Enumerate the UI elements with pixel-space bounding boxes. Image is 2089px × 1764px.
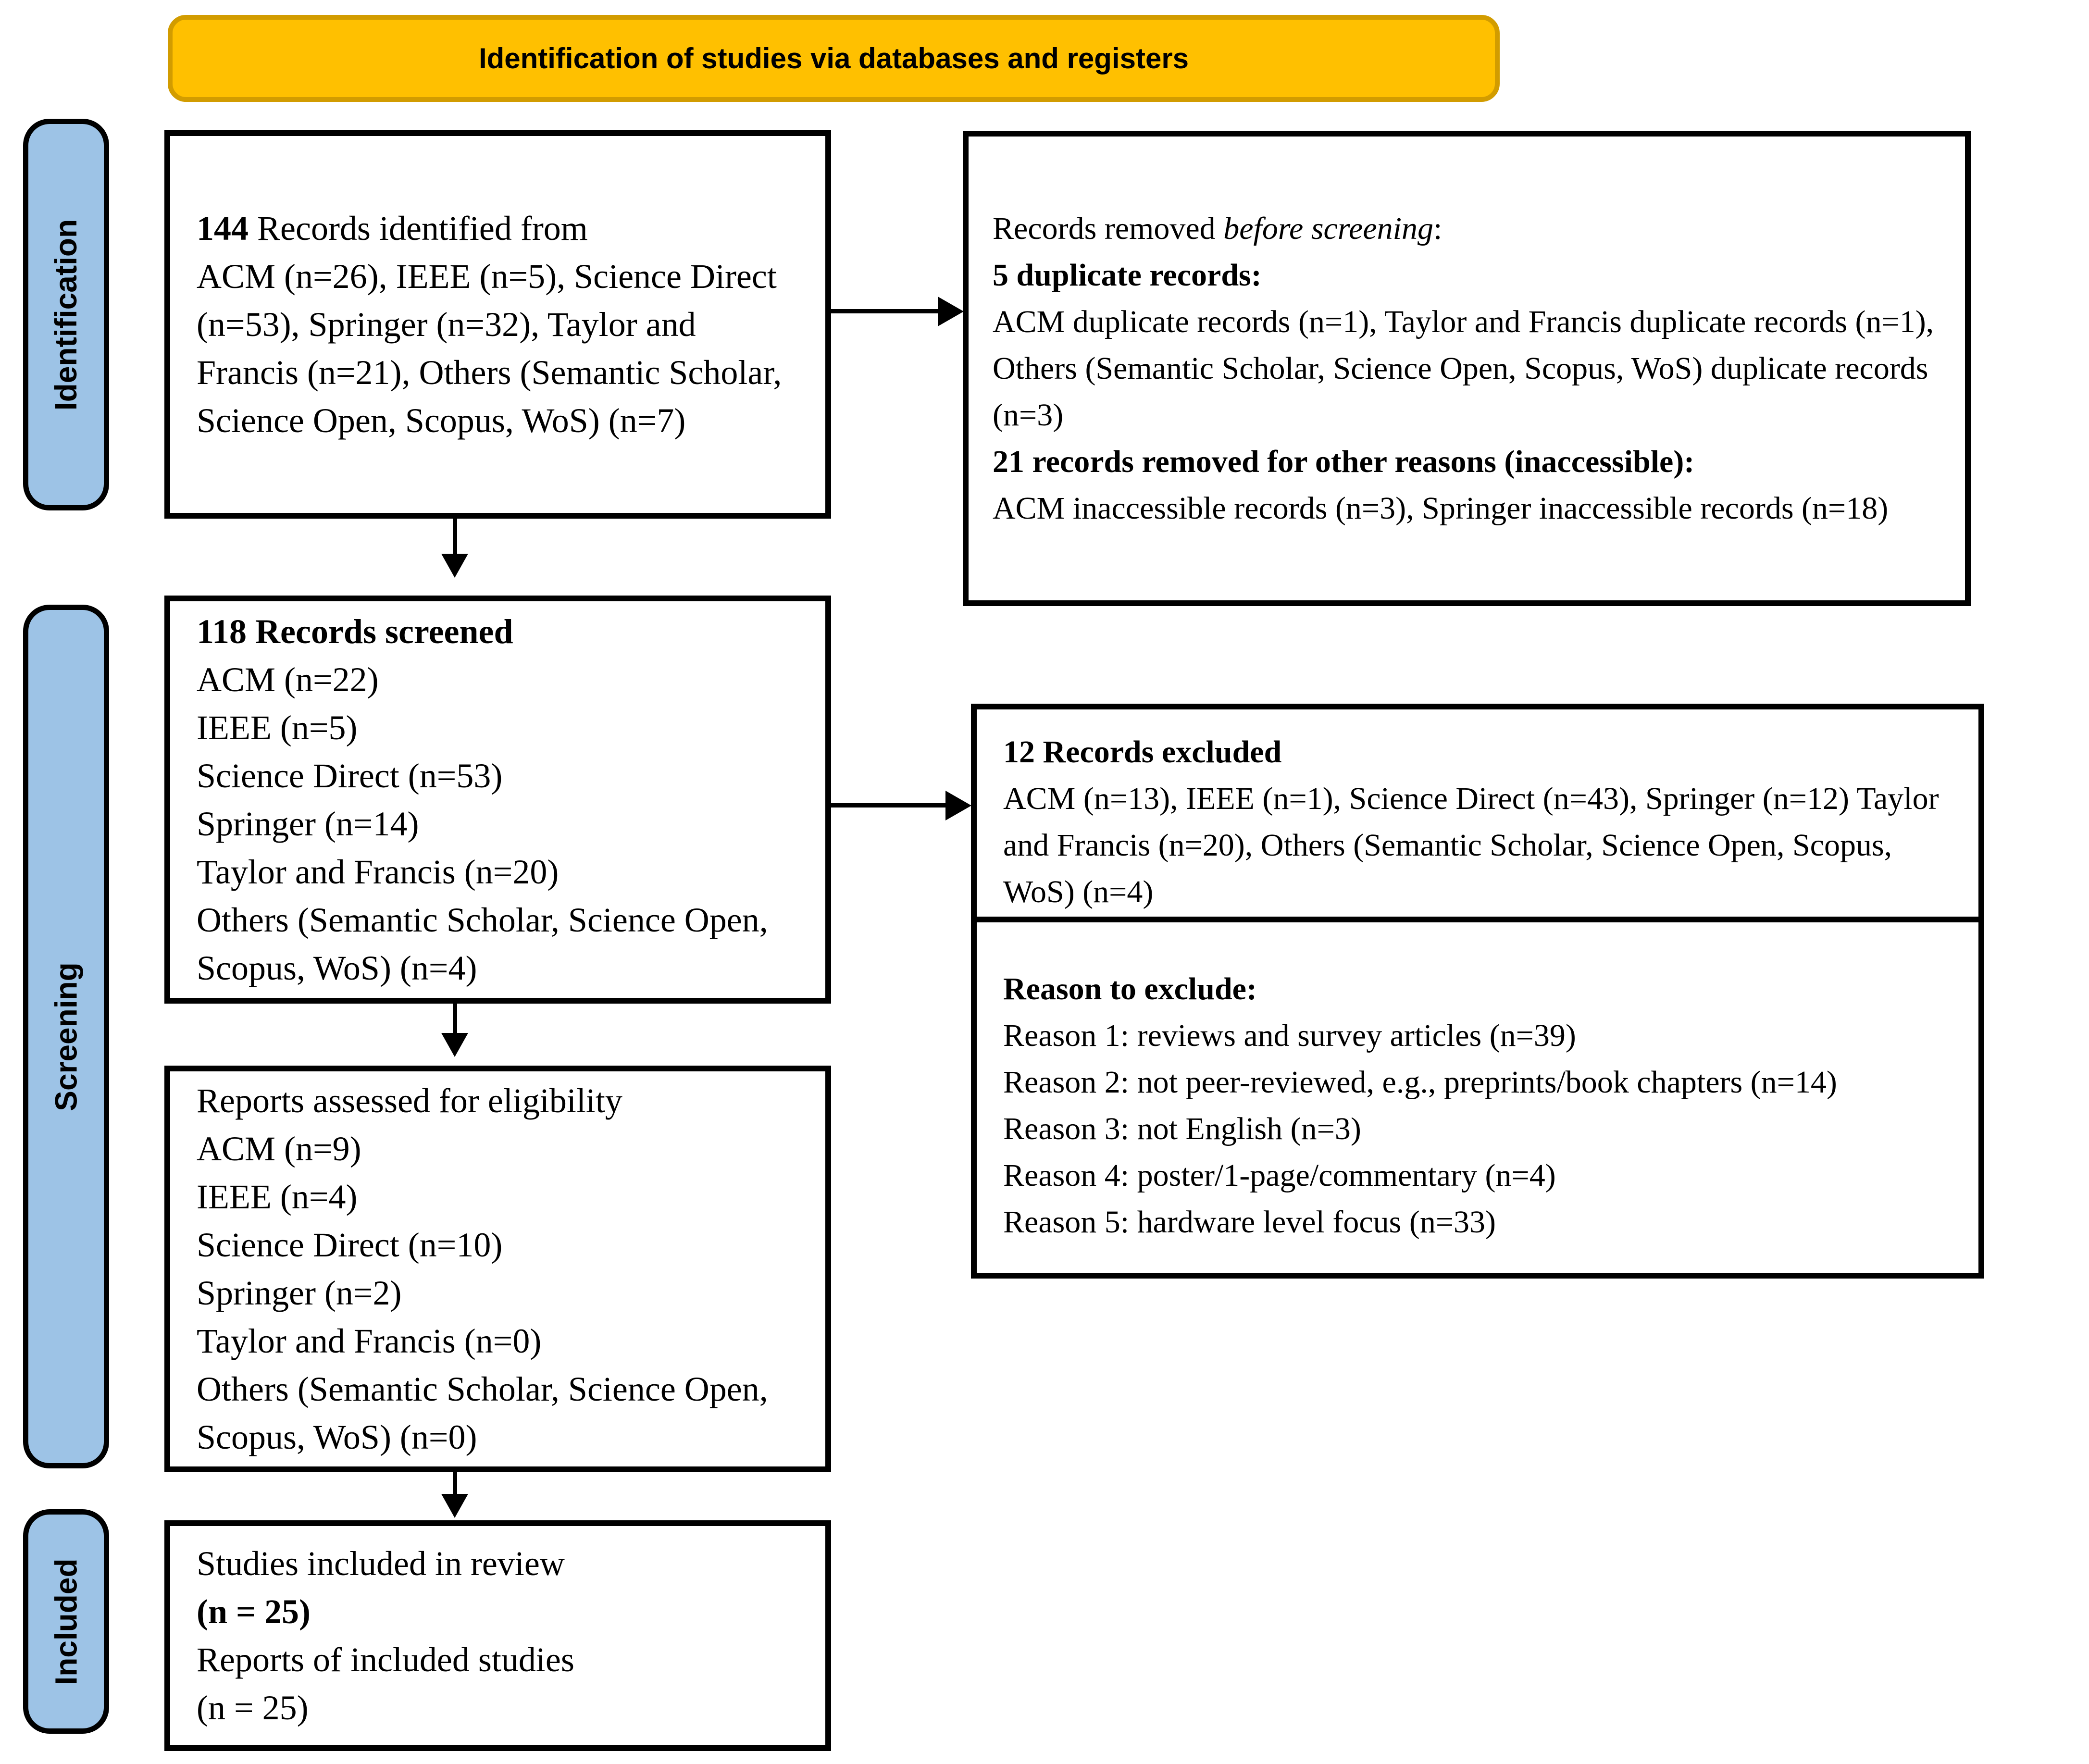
stage-screening-label: Screening — [49, 962, 84, 1111]
reason-item: Reason 5: hardware level focus (n=33) — [1003, 1205, 1496, 1240]
box-records-screened — [164, 596, 831, 1004]
studies-included-line: Studies included in review — [197, 1544, 565, 1583]
box-records-removed — [963, 131, 1971, 606]
screened-item: Springer (n=14) — [197, 804, 419, 843]
box-reports-assessed — [164, 1066, 831, 1472]
stage-included — [23, 1509, 109, 1734]
eligibility-item: Springer (n=2) — [197, 1274, 402, 1312]
records-excluded-body: ACM (n=13), IEEE (n=1), Science Direct (n=43), Springer (n=12) Taylor and Francis (n=20), Others (Semantic Scholar, Science Open, Scopus, WoS) (n=4) — [1003, 781, 1939, 909]
banner-label: Identification of studies via databases and registers — [478, 42, 1189, 75]
records-excluded-heading: 12 Records excluded — [1003, 734, 1282, 770]
section-reasons-to-exclude — [977, 922, 1978, 1267]
duplicate-records-body: ACM duplicate records (n=1), Taylor and Francis duplicate records (n=1), Others (Semantic Scholar, Science Open, Scopus, WoS) duplicate records (n=3) — [993, 304, 1934, 433]
reason-item: Reason 4: poster/1-page/commentary (n=4) — [1003, 1158, 1556, 1193]
screened-item: Others (Semantic Scholar, Science Open, Scopus, WoS) (n=4) — [197, 900, 768, 987]
stage-identification-label: Identification — [49, 219, 84, 410]
other-reasons-body: ACM inaccessible records (n=3), Springer inaccessible records (n=18) — [993, 491, 1889, 526]
reports-included-count: (n = 25) — [197, 1689, 309, 1727]
reason-item: Reason 3: not English (n=3) — [1003, 1111, 1361, 1146]
arrow-identified-to-screened-head — [441, 554, 468, 578]
banner-identification-via-databases — [168, 15, 1500, 102]
box-studies-included — [164, 1520, 831, 1751]
stage-screening — [23, 605, 109, 1468]
duplicate-records-heading: 5 duplicate records: — [993, 258, 1262, 293]
screened-item: Taylor and Francis (n=20) — [197, 852, 559, 891]
eligibility-item: IEEE (n=4) — [197, 1178, 358, 1216]
reasons-heading: Reason to exclude: — [1003, 971, 1257, 1006]
section-records-excluded — [977, 709, 1978, 922]
reports-included-line: Reports of included studies — [197, 1640, 574, 1679]
records-identified-count: 144 — [197, 209, 249, 248]
other-reasons-heading: 21 records removed for other reasons (inaccessible): — [993, 444, 1695, 479]
eligibility-item: ACM (n=9) — [197, 1130, 361, 1168]
eligibility-item: Others (Semantic Scholar, Science Open, Scopus, WoS) (n=0) — [197, 1370, 768, 1456]
screened-item: IEEE (n=5) — [197, 708, 358, 747]
eligibility-item: Taylor and Francis (n=0) — [197, 1322, 542, 1360]
records-identified-text: 144 Records identified from — [197, 209, 588, 248]
arrow-assessed-to-included-line — [453, 1472, 457, 1495]
records-screened-heading: 118 Records screened — [197, 612, 513, 651]
reason-item: Reason 2: not peer-reviewed, e.g., preprints/book chapters (n=14) — [1003, 1065, 1837, 1100]
arrow-assessed-to-included-head — [441, 1494, 468, 1518]
reports-assessed-heading: Reports assessed for eligibility — [197, 1081, 622, 1120]
box-records-identified — [164, 130, 831, 519]
screened-item: Science Direct (n=53) — [197, 756, 503, 795]
stage-included-label: Included — [49, 1558, 84, 1685]
box-excluded-and-reasons — [971, 704, 1984, 1279]
arrow-screened-to-assessed-line — [453, 1004, 457, 1034]
stage-identification — [23, 119, 109, 510]
arrow-screened-to-excluded-line — [831, 803, 947, 807]
screened-item: ACM (n=22) — [197, 660, 379, 699]
arrow-identified-to-removed-line — [831, 309, 940, 313]
records-identified-sources: ACM (n=26), IEEE (n=5), Science Direct (n=53), Springer (n=32), Taylor and Francis (n=21), Others (Semantic Scholar, Science Open, Scopus, WoS) (n=7) — [197, 257, 782, 440]
arrow-screened-to-assessed-head — [441, 1033, 468, 1057]
arrow-screened-to-excluded-head — [945, 791, 971, 820]
reason-item: Reason 1: reviews and survey articles (n=39) — [1003, 1018, 1576, 1053]
studies-included-count: (n = 25) — [197, 1592, 311, 1631]
eligibility-item: Science Direct (n=10) — [197, 1226, 503, 1264]
arrow-identified-to-removed-head — [938, 297, 964, 326]
arrow-identified-to-screened-line — [453, 519, 457, 555]
records-removed-intro: Records removed before screening: — [993, 211, 1442, 246]
